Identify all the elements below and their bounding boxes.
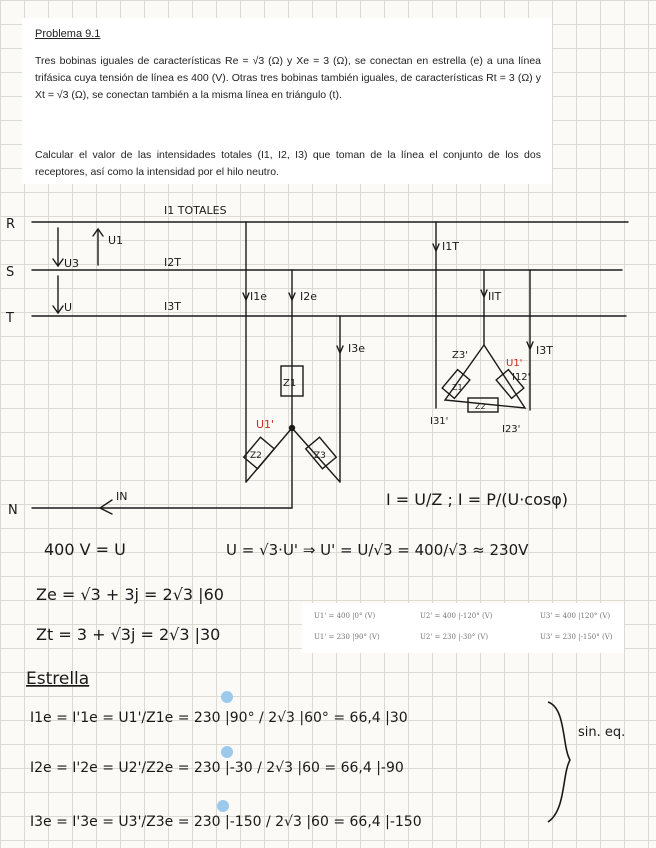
label-z2-delta: Z2 [475,402,486,411]
impedance-star: Ze = √3 + 3j = 2√3 |60 [36,585,224,604]
phasor-u2-phase: U2' = 230 |-30° (V) [420,633,489,641]
in-arrow [100,500,112,514]
label-i12: I12' [512,372,531,383]
label-t: T [6,311,14,326]
phasor-u1-line: U1' = 400 |0° (V) [314,612,376,620]
note-sin-eq: sin. eq. [578,725,626,740]
problem-question: Calcular el valor de las intensidades totales (I1, I2, I3) que toman de la línea el conjunto de los dos receptores, así como la intensidad por el hilo neutro. [35,149,541,178]
label-r: R [6,217,16,232]
phase-voltage: U = √3·U' ⇒ U' = U/√3 = 400/√3 ≈ 230V [226,541,529,559]
label-i31: I31' [430,416,449,427]
problem-title: Problema 9.1 [35,28,101,40]
phasor-u3-line: U3' = 400 |120° (V) [540,612,611,620]
label-s: S [6,265,15,280]
phasor-u1-phase: U1' = 230 |90° (V) [314,633,380,641]
label-z3-prime: Z3' [452,350,468,361]
label-u1-prime: U1' [256,418,275,431]
label-i2e: I2e [300,290,318,303]
label-i1t: I1T [442,240,459,253]
impedance-delta: Zt = 3 + √3j = 2√3 |30 [36,625,221,644]
brace [548,702,570,822]
section-estrella: Estrella [26,669,90,689]
eq-i3e: I3e = I'3e = U3'/Z3e = 230 |-150 / 2√3 |60 = 66,4 |-150 [30,814,422,830]
label-in: IN [116,490,128,503]
label-i1e: I1e [250,290,268,303]
label-i3t: I3T [164,300,181,313]
eq-i1e: I1e = I'1e = U1'/Z1e = 230 |90° / 2√3 |60° = 66,4 |30 [30,710,408,726]
label-iit: IIT [488,290,502,303]
label-z1-delta: Z1 [452,383,463,392]
eq-i2e: I2e = I'2e = U2'/Z2e = 230 |-30 / 2√3 |60 = 66,4 |-90 [30,760,404,776]
label-u: U [64,301,73,314]
label-u1: U1 [108,234,124,247]
line-voltage: 400 V = U [44,540,126,559]
problem-statement: Tres bobinas iguales de características Re = √3 (Ω) y Xe = 3 (Ω), se conectan en estrella (e) a una línea trifásica cuya tensión de línea es 400 (V). Otras tres bobinas también iguales, de características Rt = 3 (Ω) y Xt = √3 (Ω), se conectan también a la misma línea en triángulo (t). [35,55,541,101]
label-i3e: I3e [348,342,366,355]
label-u1-delta: U1' [506,358,523,369]
label-n: N [8,503,18,518]
label-z1: Z1 [283,378,297,389]
label-f3t: I3T [536,344,553,357]
label-z3: Z3 [314,451,326,461]
label-i23: I23' [502,424,521,435]
phasor-u3-phase: U3' = 230 |-150° (V) [540,633,613,641]
formula-current: I = U/Z ; I = P/(U·cosφ) [386,490,569,509]
label-z2: Z2 [250,451,262,461]
label-u3: U3 [64,257,80,270]
phasor-u2-line: U2' = 400 |-120° (V) [420,612,493,620]
label-i-totales: I1 TOTALES [164,204,227,217]
label-i2t: I2T [164,256,181,269]
